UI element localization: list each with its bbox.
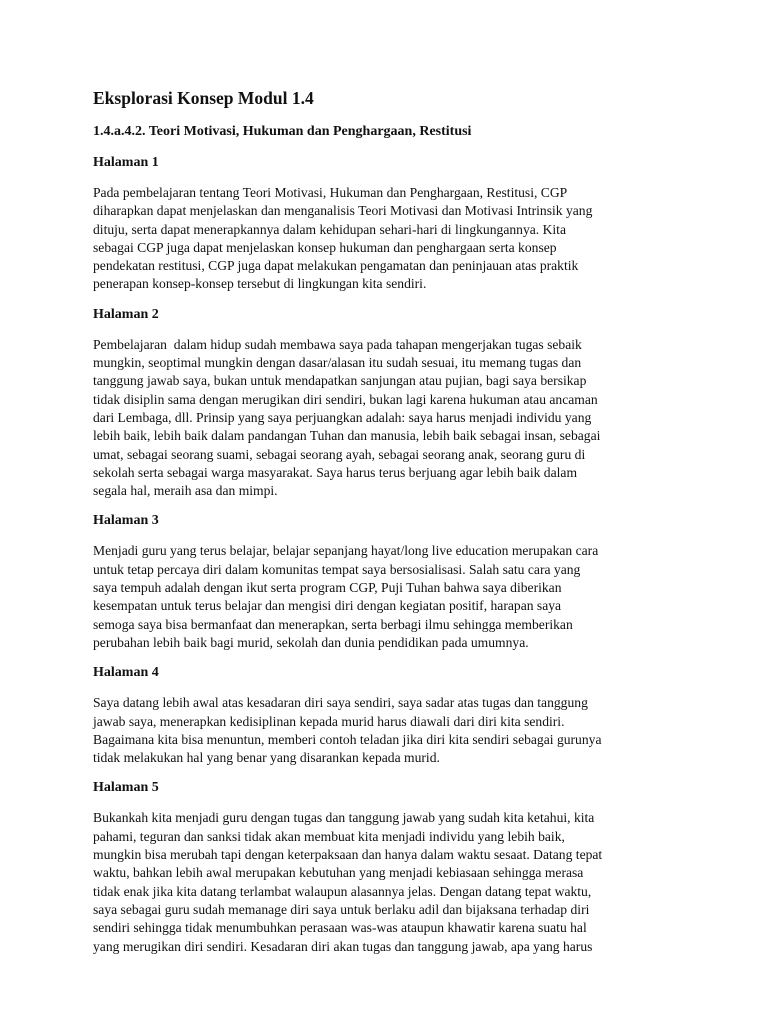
text-line: waktu, bahkan lebih awal merupakan kebutuhan yang menjadi kebiasaan sehingga merasa [93, 865, 584, 881]
text-line: perubahan lebih baik bagi murid, sekolah dan dunia pendidikan pada umumnya. [93, 634, 529, 650]
section-heading: Halaman 2 [93, 306, 159, 322]
text-line: umat, sebagai seorang suami, sebagai seorang ayah, sebagai seorang anak, seorang guru di [93, 446, 586, 462]
text-line: sebagai CGP juga dapat menjelaskan konsep hukuman dan penghargaan serta konsep [93, 239, 557, 255]
text-line: mungkin, seoptimal mungkin dengan dasar/alasan itu sudah sesuai, itu memang tugas dan [93, 355, 582, 371]
text-line: Menjadi guru yang terus belajar, belajar sepanjang hayat/long live education merupakan cara [93, 543, 599, 559]
section-5 [93, 779, 678, 955]
sections-container [93, 154, 678, 956]
text-line: sendiri sehingga tidak menumbuhkan perasaan was-was ataupun khawatir karena suatu hal [93, 920, 587, 936]
section-4 [93, 664, 678, 767]
document-title: Eksplorasi Konsep Modul 1.4 [93, 88, 314, 108]
section-body [93, 184, 678, 294]
section-2 [93, 306, 678, 501]
section-heading: Halaman 3 [93, 513, 159, 529]
section-body [93, 809, 678, 955]
text-line: sekolah serta sebagai warga masyarakat. Saya harus terus berjuang agar lebih baik dalam [93, 464, 578, 480]
text-line: dari Lembaga, dll. Prinsip yang saya perjuangkan adalah: saya harus menjadi individu yang [93, 409, 592, 425]
text-line: Pembelajaran dalam hidup sudah membawa saya pada tahapan mengerjakan tugas sebaik [93, 336, 582, 352]
section-3 [93, 512, 678, 652]
text-line: saya sebagai guru sudah memanage diri saya untuk berlaku adil dan bijaksana terhadap diri [93, 901, 590, 917]
text-line: tidak melakukan hal yang benar yang disarankan kepada murid. [93, 750, 440, 766]
text-line: Bagaimana kita bisa menuntun, memberi contoh teladan jika diri kita sendiri sebagai gurunya [93, 731, 602, 747]
document-page [93, 87, 678, 968]
document-subtitle: 1.4.a.4.2. Teori Motivasi, Hukuman dan Penghargaan, Restitusi [93, 124, 472, 139]
section-heading: Halaman 4 [93, 665, 159, 681]
text-line: yang merugikan diri sendiri. Kesadaran diri akan tugas dan tanggung jawab, apa yang harus [93, 938, 593, 954]
text-line: semoga saya bisa bermanfaat dan menerapkan, serta berbagi ilmu sehingga memberikan [93, 616, 573, 632]
text-line: Pada pembelajaran tentang Teori Motivasi, Hukuman dan Penghargaan, Restitusi, CGP [93, 185, 568, 200]
text-line: diharapkan dapat menjelaskan dan menganalisis Teori Motivasi dan Motivasi Intrinsik yang [93, 203, 593, 219]
text-line: dituju, serta dapat menerapkannya dalam kehidupan sehari-hari di lingkungannya. Kita [93, 221, 566, 237]
text-line: kesempatan untuk terus belajar dan mengisi diri dengan kegiatan positif, harapan saya [93, 598, 562, 614]
text-line: jawab saya, menerapkan kedisiplinan kepada murid harus diawali dari diri kita sendiri. [93, 713, 565, 729]
text-line: lebih baik, lebih baik dalam pandangan Tuhan dan manusia, lebih baik sebagai insan, sebagai [93, 428, 601, 444]
text-line: pendekatan restitusi, CGP juga dapat melakukan pengamatan dan peninjauan atas praktik [93, 258, 579, 274]
section-heading: Halaman 5 [93, 780, 159, 796]
text-line: Bukankah kita menjadi guru dengan tugas dan tanggung jawab yang sudah kita ketahui, kita [93, 810, 595, 826]
section-body [93, 336, 678, 501]
text-line: untuk tetap percaya diri dalam komunitas tempat saya bersosialisasi. Salah satu cara yang [93, 561, 581, 577]
text-line: segala hal, meraih asa dan mimpi. [93, 483, 278, 499]
text-line: pahami, teguran dan sanksi tidak akan membuat kita menjadi individu yang lebih baik, [93, 828, 565, 844]
text-line: mungkin bisa merubah tapi dengan keterpaksaan dan hanya dalam waktu sesaat. Datang tepat [93, 847, 603, 863]
text-line: tidak disiplin sama dengan merugikan diri sendiri, bukan lagi karena hukuman atau ancaman [93, 391, 598, 407]
text-line: tidak enak jika kita datang terlambat walaupun alasannya jelas. Dengan datang tepat waktu, [93, 883, 592, 899]
section-body [93, 542, 678, 652]
text-line: tanggung jawab saya, bukan untuk mendapatkan sanjungan atau pujian, bagi saya bersikap [93, 373, 587, 389]
text-line: penerapan konsep-konsep tersebut di lingkungan kita sendiri. [93, 276, 427, 292]
section-body [93, 694, 678, 767]
section-1 [93, 154, 678, 294]
section-heading: Halaman 1 [93, 155, 159, 170]
text-line: saya tempuh adalah dengan ikut serta program CGP, Puji Tuhan bahwa saya diberikan [93, 580, 562, 596]
text-line: Saya datang lebih awal atas kesadaran diri saya sendiri, saya sadar atas tugas dan tanggung [93, 695, 588, 711]
